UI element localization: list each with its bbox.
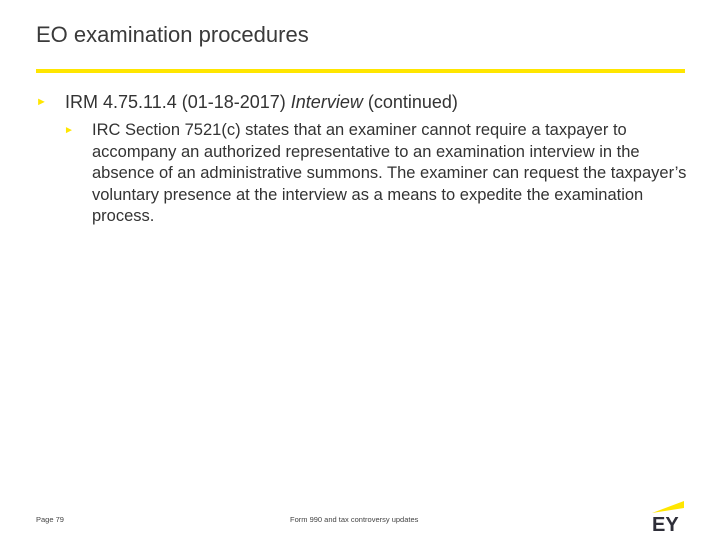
ey-logo-beam [652,501,684,513]
ey-logo-icon [648,495,688,535]
bullet-level-1-suffix: (continued) [362,92,458,112]
bullet-level-1-prefix: IRM 4.75.11.4 (01-18-2017) [65,92,291,112]
bullet-level-1-text [65,91,458,113]
bullet-arrow-icon: ► [64,125,74,136]
footer-title: Form 990 and tax controversy updates [290,515,419,524]
bullet-level-2 [64,120,690,228]
bullet-arrow-icon: ► [36,96,47,108]
bullet-level-2-text: IRC Section 7521(c) states that an examiner cannot require a taxpayer to accompany an authorized representative to an examination interview in the absence of an administrative summons. The examiner can request the taxpayer’s voluntary presence at the interview as a means to expedite the examination process. [92,121,687,226]
ey-logo-text: EY [652,514,679,535]
bullet-level-1 [36,91,686,113]
ey-logo-svg [648,495,688,535]
bullet-level-1-italic: Interview [290,92,363,112]
title-divider [36,69,685,73]
footer-page-number: Page 79 [36,515,64,524]
slide-title: EO examination procedures [36,22,309,47]
